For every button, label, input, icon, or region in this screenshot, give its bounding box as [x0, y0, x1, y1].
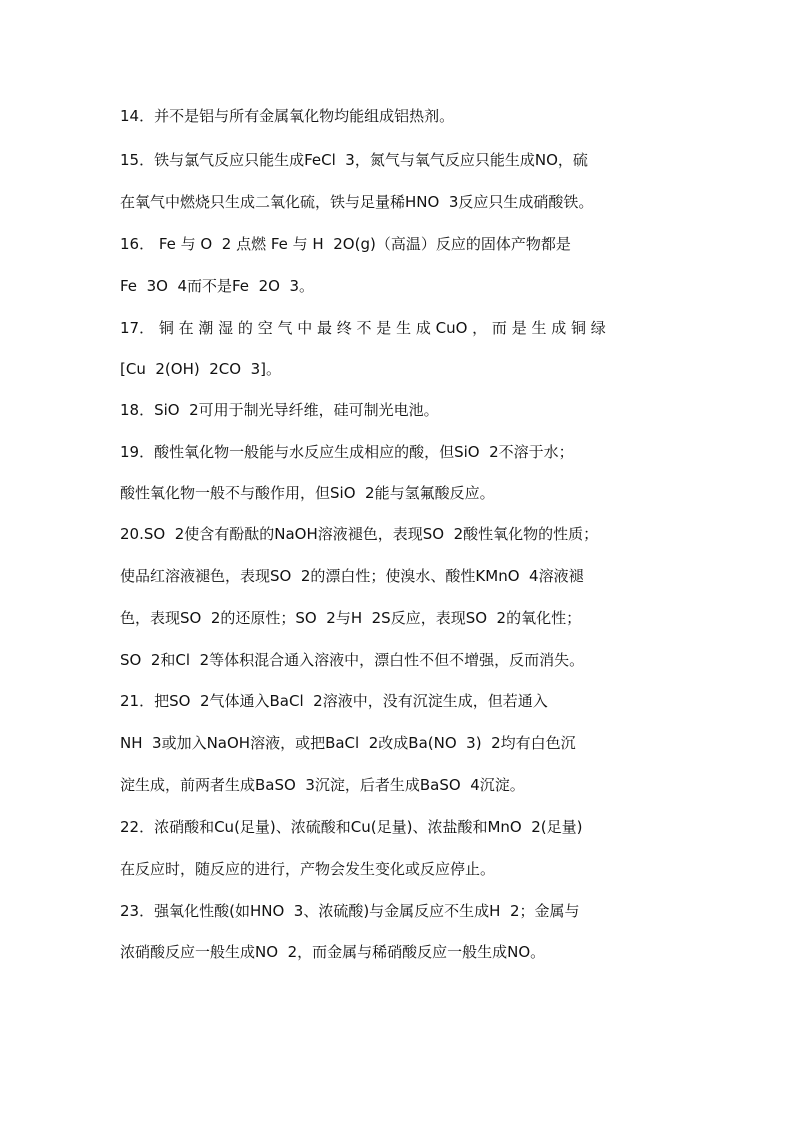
text-line-6: 17． 铜 在 潮 湿 的 空 气 中 最 终 不 是 生 成 CuO ， 而 是 生 成 铜 绿	[120, 319, 606, 337]
text-line-2: 15．铁与氯气反应只能生成FeCl 3，氮气与氧气反应只能生成NO，硫	[120, 151, 588, 169]
text-line-13: 色，表现SO 2的还原性；SO 2与H 2S反应，表现SO 2的氧化性；	[120, 609, 582, 627]
text-line-12: 使品红溶液褪色，表现SO 2的漂白性；使溴水、酸性KMnO 4溶液褪	[120, 567, 584, 585]
text-line-10: 酸性氧化物一般不与酸作用，但SiO 2能与氢氟酸反应。	[120, 484, 495, 502]
text-line-17: 淀生成，前两者生成BaSO 3沉淀，后者生成BaSO 4沉淀。	[120, 776, 525, 794]
text-line-14: SO 2和Cl 2等体积混合通入溶液中，漂白性不但不增强，反而消失。	[120, 651, 585, 669]
text-line-1: 14．并不是铝与所有金属氧化物均能组成铝热剂。	[120, 107, 455, 125]
text-line-19: 在反应时，随反应的进行，产物会发生变化或反应停止。	[120, 860, 496, 878]
text-line-9: 19．酸性氧化物一般能与水反应生成相应的酸，但SiO 2不溶于水；	[120, 443, 574, 461]
text-line-7: [Cu 2(OH) 2CO 3]。	[120, 360, 281, 378]
text-line-18: 22．浓硝酸和Cu(足量)、浓硫酸和Cu(足量)、浓盐酸和MnO 2(足量)	[120, 818, 583, 836]
text-line-21: 浓硝酸反应一般生成NO 2，而金属与稀硝酸反应一般生成NO。	[120, 943, 546, 961]
text-line-15: 21．把SO 2气体通入BaCl 2溶液中，没有沉淀生成，但若通入	[120, 692, 548, 710]
text-line-11: 20.SO 2使含有酚酞的NaOH溶液褪色，表现SO 2酸性氧化物的性质；	[120, 525, 599, 543]
text-line-4: 16． Fe 与 O 2 点燃 Fe 与 H 2O(g)（高温）反应的固体产物都是	[120, 235, 571, 253]
text-line-5: Fe 3O 4而不是Fe 2O 3。	[120, 277, 315, 295]
text-line-8: 18．SiO 2可用于制光导纤维，硅可制光电池。	[120, 401, 439, 419]
text-line-3: 在氧气中燃烧只生成二氧化硫，铁与足量稀HNO 3反应只生成硝酸铁。	[120, 193, 594, 211]
text-line-20: 23．强氧化性酸(如HNO 3、浓硫酸)与金属反应不生成H 2；金属与	[120, 902, 580, 920]
text-line-16: NH 3或加入NaOH溶液，或把BaCl 2改成Ba(NO 3) 2均有白色沉	[120, 734, 576, 752]
